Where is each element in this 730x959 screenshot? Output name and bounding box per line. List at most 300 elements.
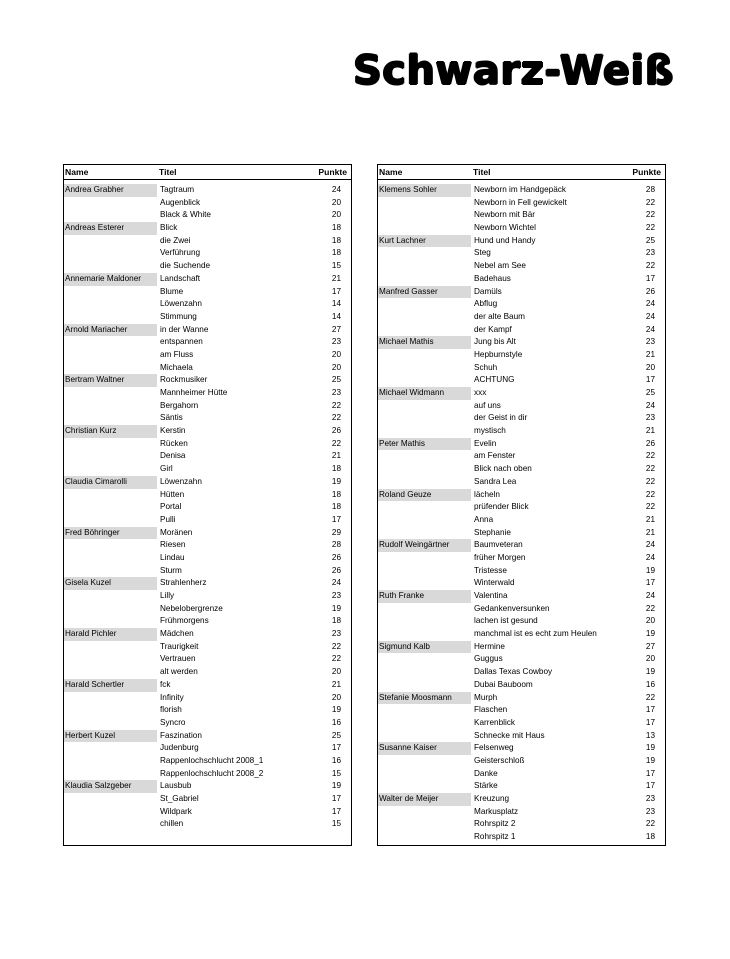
- photo-title: Dubai Bauboom: [474, 679, 533, 689]
- photo-points: 24: [331, 578, 341, 588]
- photo-title: Rockmusiker: [160, 375, 208, 385]
- photo-title: Danke: [474, 768, 498, 778]
- photo-points: 26: [331, 565, 341, 575]
- photographer-name: Herbert Kuzel: [64, 730, 157, 743]
- photographer-name: Michael Widmann: [378, 387, 471, 400]
- photo-title: Markusplatz: [474, 806, 519, 816]
- photo-title: Karrenblick: [474, 717, 515, 727]
- photographer-name: [64, 247, 157, 260]
- table-row: [378, 412, 665, 425]
- photo-points: 17: [645, 781, 655, 791]
- photo-title: ACHTUNG: [474, 375, 515, 385]
- photographer-name: [378, 615, 471, 628]
- photographer-name: [64, 793, 157, 806]
- table-row: [64, 818, 351, 831]
- photo-title: fck: [160, 679, 171, 689]
- photographer-name: [378, 298, 471, 311]
- photo-points: 23: [645, 806, 655, 816]
- table-row: [378, 679, 665, 692]
- table-row: [378, 362, 665, 375]
- photographer-name: [378, 603, 471, 616]
- photo-title: Judenburg: [160, 743, 199, 753]
- photo-points: 22: [331, 438, 341, 448]
- table-row: [378, 514, 665, 527]
- photo-title: Löwenzahn: [160, 299, 202, 309]
- table-row: [64, 590, 351, 603]
- photo-title: Schnecke mit Haus: [474, 730, 545, 740]
- photo-title: am Fenster: [474, 451, 516, 461]
- photo-title: Felsenweg: [474, 743, 514, 753]
- photographer-name: Andrea Grabher: [64, 184, 157, 197]
- table-row: [378, 336, 665, 349]
- photo-title: Löwenzahn: [160, 476, 202, 486]
- photo-points: 16: [331, 755, 341, 765]
- photo-points: 17: [645, 273, 655, 283]
- photo-title: Pulli: [160, 514, 176, 524]
- photo-points: 21: [331, 451, 341, 461]
- photographer-name: [64, 818, 157, 831]
- table-row: [378, 311, 665, 324]
- photo-title: die Suchende: [160, 261, 211, 271]
- table-row: [64, 666, 351, 679]
- table-row: [378, 273, 665, 286]
- table-row: [378, 184, 665, 197]
- table-row: [64, 565, 351, 578]
- table-row: [378, 197, 665, 210]
- photo-points: 18: [331, 248, 341, 258]
- table-row: [378, 387, 665, 400]
- photo-title: Blume: [160, 286, 184, 296]
- table-row: [378, 717, 665, 730]
- photo-points: 15: [331, 819, 341, 829]
- photo-title: Frühmorgens: [160, 616, 209, 626]
- table-row: [64, 324, 351, 337]
- photo-title: lächeln: [474, 489, 500, 499]
- table-row: [64, 412, 351, 425]
- table-row: [64, 298, 351, 311]
- photographer-name: Christian Kurz: [64, 425, 157, 438]
- table-row: [378, 209, 665, 222]
- photo-points: 22: [645, 476, 655, 486]
- photo-title: der Geist in dir: [474, 413, 528, 423]
- table-row: [378, 324, 665, 337]
- photo-points: 22: [331, 413, 341, 423]
- photo-points: 18: [331, 502, 341, 512]
- photo-points: 22: [645, 197, 655, 207]
- photo-title: Sandra Lea: [474, 476, 517, 486]
- photo-points: 24: [645, 299, 655, 309]
- photographer-name: [378, 768, 471, 781]
- photographer-name: [64, 362, 157, 375]
- photo-points: 20: [331, 349, 341, 359]
- photo-title: prüfender Blick: [474, 502, 529, 512]
- photographer-name: [378, 476, 471, 489]
- table-row: [378, 374, 665, 387]
- photographer-name: [378, 349, 471, 362]
- photo-title: Sturm: [160, 565, 182, 575]
- photo-points: 24: [645, 552, 655, 562]
- table-row: [378, 450, 665, 463]
- table-row: [378, 742, 665, 755]
- photo-title: Säntis: [160, 413, 183, 423]
- photo-points: 21: [645, 527, 655, 537]
- photographer-name: Bertram Waltner: [64, 374, 157, 387]
- photographer-name: Andreas Esterer: [64, 222, 157, 235]
- table-row: [64, 336, 351, 349]
- photographer-name: Arnold Mariacher: [64, 324, 157, 337]
- photo-points: 26: [331, 552, 341, 562]
- photo-points: 19: [331, 476, 341, 486]
- photo-title: am Fluss: [160, 349, 194, 359]
- photo-points: 22: [645, 223, 655, 233]
- photo-points: 27: [645, 641, 655, 651]
- photo-title: Mannheimer Hütte: [160, 388, 228, 397]
- table-row: [64, 577, 351, 590]
- photographer-name: [378, 653, 471, 666]
- photo-title: Abflug: [474, 299, 498, 309]
- photo-points: 22: [645, 692, 655, 702]
- photographer-name: Ruth Franke: [378, 590, 471, 603]
- table-row: [378, 298, 665, 311]
- header-points: Punkte: [318, 167, 347, 177]
- photo-title: Tagtraum: [160, 185, 195, 194]
- photographer-name: [378, 247, 471, 260]
- photographer-name: [64, 806, 157, 819]
- photo-points: 24: [331, 185, 341, 194]
- photo-title: Mädchen: [160, 629, 194, 639]
- photo-title: Infinity: [160, 692, 184, 702]
- photographer-name: [378, 425, 471, 438]
- photographer-name: [64, 197, 157, 210]
- photo-title: Newborn mit Bär: [474, 210, 535, 220]
- photo-points: 16: [331, 717, 341, 727]
- photographer-name: [64, 539, 157, 552]
- table-row: [64, 489, 351, 502]
- photo-points: 17: [331, 794, 341, 803]
- photo-points: 21: [331, 679, 341, 689]
- photographer-name: [64, 336, 157, 349]
- photo-title: Verführung: [160, 248, 201, 258]
- photo-points: 17: [331, 514, 341, 524]
- table-row: [378, 641, 665, 654]
- photo-title: Rohrspitz 1: [474, 832, 516, 842]
- table-row: [378, 286, 665, 299]
- photographer-name: Susanne Kaiser: [378, 742, 471, 755]
- table-row: [378, 692, 665, 705]
- photographer-name: Klaudia Salzgeber: [64, 780, 157, 793]
- photo-title: Schuh: [474, 362, 498, 372]
- photo-title: Damüls: [474, 286, 502, 296]
- photographer-name: [64, 501, 157, 514]
- photographer-name: [378, 311, 471, 324]
- photo-points: 28: [331, 540, 341, 550]
- photo-title: Riesen: [160, 540, 186, 550]
- photo-title: lachen ist gesund: [474, 616, 538, 626]
- photo-points: 23: [645, 248, 655, 258]
- photo-title: Stärke: [474, 781, 498, 791]
- photographer-name: [64, 742, 157, 755]
- table-row: [64, 260, 351, 273]
- photo-title: Newborn in Fell gewickelt: [474, 197, 567, 207]
- photo-title: Tristesse: [474, 565, 507, 575]
- photographer-name: Harald Pichler: [64, 628, 157, 641]
- photo-points: 24: [645, 324, 655, 334]
- photographer-name: [64, 438, 157, 451]
- header-points: Punkte: [632, 167, 661, 177]
- table-row: [64, 780, 351, 793]
- photo-title: früher Morgen: [474, 552, 526, 562]
- photo-title: Jung bis Alt: [474, 337, 516, 347]
- photo-points: 20: [331, 362, 341, 372]
- photo-points: 22: [331, 400, 341, 410]
- photographer-name: Peter Mathis: [378, 438, 471, 451]
- photographer-name: Rudolf Weingärtner: [378, 539, 471, 552]
- table-row: [64, 362, 351, 375]
- photo-points: 21: [331, 273, 341, 283]
- photographer-name: [378, 514, 471, 527]
- photo-title: Gedankenversunken: [474, 603, 550, 613]
- photo-title: auf uns: [474, 400, 501, 410]
- photo-points: 23: [331, 629, 341, 639]
- photographer-name: [64, 653, 157, 666]
- photographer-name: [64, 209, 157, 222]
- photographer-name: [64, 489, 157, 502]
- table-row: [64, 552, 351, 565]
- table-row: [64, 425, 351, 438]
- photo-points: 23: [645, 337, 655, 347]
- table-row: [378, 260, 665, 273]
- photo-title: Rohrspitz 2: [474, 819, 516, 829]
- photo-title: Michaela: [160, 362, 193, 372]
- photo-points: 25: [645, 388, 655, 397]
- photo-title: Landschaft: [160, 273, 201, 283]
- photographer-name: [378, 222, 471, 235]
- photo-points: 17: [645, 375, 655, 385]
- photo-points: 21: [645, 426, 655, 436]
- photographer-name: [64, 514, 157, 527]
- table-row: [378, 806, 665, 819]
- table-row: [378, 501, 665, 514]
- photo-points: 20: [331, 210, 341, 220]
- table-row: [378, 235, 665, 248]
- photo-points: 16: [645, 679, 655, 689]
- photo-points: 27: [331, 324, 341, 334]
- photo-points: 21: [645, 349, 655, 359]
- photo-title: Baumveteran: [474, 540, 523, 550]
- photo-title: Portal: [160, 502, 182, 512]
- table-row: [64, 653, 351, 666]
- photo-points: 19: [331, 705, 341, 715]
- photo-points: 17: [331, 286, 341, 296]
- photographer-name: [378, 730, 471, 743]
- photo-title: Hütten: [160, 489, 185, 499]
- photo-title: Vertrauen: [160, 654, 196, 664]
- photographer-name: [64, 768, 157, 781]
- photographer-name: [64, 603, 157, 616]
- photographer-name: Claudia Cimarolli: [64, 476, 157, 489]
- photo-title: Steg: [474, 248, 491, 258]
- photo-points: 19: [645, 743, 655, 753]
- photo-points: 26: [645, 438, 655, 448]
- photo-points: 20: [645, 616, 655, 626]
- photographer-name: [64, 641, 157, 654]
- photographer-name: [378, 552, 471, 565]
- photo-title: Hepburnstyle: [474, 349, 523, 359]
- photo-title: Stimmung: [160, 311, 197, 321]
- photo-points: 14: [331, 299, 341, 309]
- table-row: [378, 768, 665, 781]
- photographer-name: [64, 412, 157, 425]
- photo-points: 22: [645, 489, 655, 499]
- photo-title: Nebelobergrenze: [160, 603, 223, 613]
- table-row: [378, 438, 665, 451]
- photographer-name: [378, 324, 471, 337]
- photo-points: 24: [645, 540, 655, 550]
- table-row: [378, 755, 665, 768]
- table-row: [378, 603, 665, 616]
- photo-points: 23: [331, 388, 341, 397]
- results-table-right: [377, 164, 666, 846]
- photographer-name: Walter de Meijer: [378, 793, 471, 806]
- photographer-name: [64, 615, 157, 628]
- photographer-name: [64, 400, 157, 413]
- photo-title: xxx: [474, 388, 487, 397]
- table-row: [378, 463, 665, 476]
- photo-title: Blick: [160, 223, 178, 233]
- photo-title: die Zwei: [160, 235, 191, 245]
- table-row: [64, 692, 351, 705]
- photographer-name: [64, 463, 157, 476]
- photographer-name: [64, 260, 157, 273]
- table-row: [378, 527, 665, 540]
- table-row: [378, 793, 665, 806]
- photo-points: 18: [645, 832, 655, 842]
- photographer-name: [64, 450, 157, 463]
- photo-points: 21: [645, 514, 655, 524]
- header-title: Titel: [159, 167, 177, 177]
- photo-title: Wildpark: [160, 806, 192, 816]
- photo-title: Moränen: [160, 527, 193, 537]
- photo-title: Lilly: [160, 591, 175, 600]
- table-row: [378, 247, 665, 260]
- table-row: [64, 349, 351, 362]
- photo-points: 17: [645, 717, 655, 727]
- photo-title: Faszination: [160, 730, 202, 740]
- photo-points: 23: [645, 794, 655, 803]
- photo-points: 22: [645, 502, 655, 512]
- photo-title: Syncro: [160, 717, 186, 727]
- photographer-name: [378, 412, 471, 425]
- photo-title: Newborn im Handgepäck: [474, 185, 566, 194]
- photographer-name: [378, 717, 471, 730]
- table-row: [64, 628, 351, 641]
- photographer-name: Stefanie Moosmann: [378, 692, 471, 705]
- photographer-name: [64, 311, 157, 324]
- photo-points: 25: [331, 730, 341, 740]
- photographer-name: Sigmund Kalb: [378, 641, 471, 654]
- photographer-name: [378, 527, 471, 540]
- photo-title: Kreuzung: [474, 794, 510, 803]
- photo-title: Geisterschloß: [474, 755, 525, 765]
- photo-title: Nebel am See: [474, 261, 526, 271]
- table-row: [64, 273, 351, 286]
- table-row: [378, 590, 665, 603]
- photo-points: 24: [645, 400, 655, 410]
- photo-points: 13: [645, 730, 655, 740]
- table-row: [64, 438, 351, 451]
- table-row: [64, 197, 351, 210]
- photo-points: 22: [645, 464, 655, 474]
- table-row: [64, 400, 351, 413]
- photo-points: 17: [645, 705, 655, 715]
- table-row: [378, 400, 665, 413]
- photographer-name: [378, 209, 471, 222]
- photographer-name: [378, 362, 471, 375]
- photographer-name: [378, 679, 471, 692]
- table-row: [64, 679, 351, 692]
- photographer-name: [378, 806, 471, 819]
- photo-title: Evelin: [474, 438, 497, 448]
- photographer-name: [64, 590, 157, 603]
- photo-points: 18: [331, 489, 341, 499]
- table-row: [64, 615, 351, 628]
- photo-points: 25: [331, 375, 341, 385]
- photo-points: 23: [331, 337, 341, 347]
- photographer-name: [378, 197, 471, 210]
- photo-points: 23: [645, 413, 655, 423]
- photographer-name: Manfred Gasser: [378, 286, 471, 299]
- photo-title: Rappenlochschlucht 2008_1: [160, 755, 264, 765]
- table-row: [378, 577, 665, 590]
- table-row: [64, 209, 351, 222]
- photo-title: Hermine: [474, 641, 505, 651]
- photographer-name: [378, 565, 471, 578]
- photographer-name: [64, 717, 157, 730]
- photo-title: chillen: [160, 819, 184, 829]
- table-row: [378, 615, 665, 628]
- photographer-name: [378, 704, 471, 717]
- photo-points: 17: [645, 768, 655, 778]
- header-title: Titel: [473, 167, 491, 177]
- table-row: [64, 463, 351, 476]
- photographer-name: [378, 273, 471, 286]
- table-row: [64, 476, 351, 489]
- photo-title: Blick nach oben: [474, 464, 532, 474]
- table-row: [64, 603, 351, 616]
- photographer-name: [378, 501, 471, 514]
- photo-title: Dallas Texas Cowboy: [474, 667, 553, 677]
- table-row: [64, 222, 351, 235]
- photographer-name: [378, 450, 471, 463]
- photo-title: Kerstin: [160, 426, 186, 436]
- photographer-name: [64, 298, 157, 311]
- photo-points: 20: [331, 692, 341, 702]
- table-row: [378, 666, 665, 679]
- table-row: [378, 489, 665, 502]
- table-row: [64, 742, 351, 755]
- photographer-name: [64, 565, 157, 578]
- photo-title: entspannen: [160, 337, 203, 347]
- photo-points: 14: [331, 311, 341, 321]
- header-name: Name: [65, 167, 89, 177]
- table-body: [378, 184, 665, 844]
- table-row: [64, 311, 351, 324]
- table-row: [378, 818, 665, 831]
- table-row: [378, 552, 665, 565]
- photo-points: 20: [331, 197, 341, 207]
- photo-points: 19: [645, 565, 655, 575]
- photographer-name: [64, 387, 157, 400]
